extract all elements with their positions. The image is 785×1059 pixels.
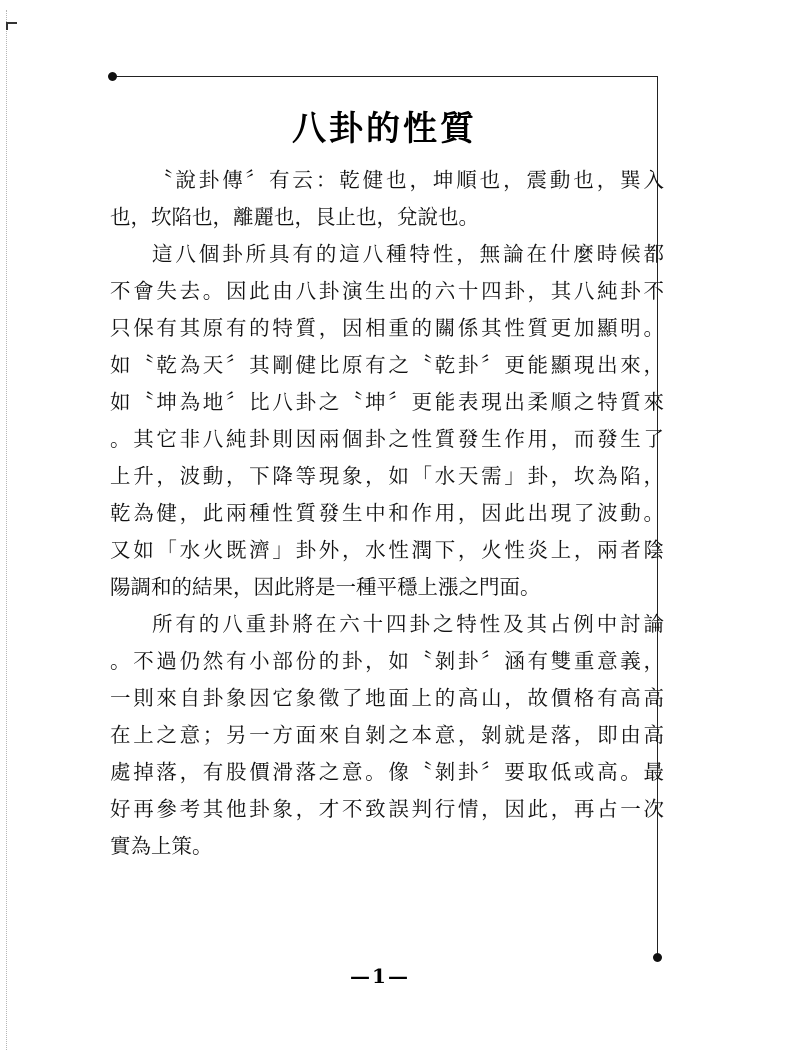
text-line: 處掉落，有股價滑落之意。像〝剝卦〞要取低或高。最	[110, 760, 664, 784]
text-line: 實為上策。	[110, 834, 213, 858]
text-line: 。其它非八純卦則因兩個卦之性質發生作用，而發生了	[110, 427, 664, 451]
body-text	[110, 162, 664, 865]
text-line: 所有的八重卦將在六十四卦之特性及其占例中討論	[152, 612, 664, 636]
text-line: 不會失去。因此由八卦演生出的六十四卦，其八純卦不	[110, 279, 664, 303]
text-line: 也，坎陷也，離麗也，艮止也，兌說也。	[110, 205, 479, 229]
page-number: —1—	[350, 964, 410, 988]
frame-top-rule	[112, 76, 657, 77]
scan-edge	[6, 10, 9, 1050]
text-line: 如〝乾為天〞其剛健比原有之〝乾卦〞更能顯現出來，	[110, 353, 664, 377]
text-line: 只保有其原有的特質，因相重的關係其性質更加顯明。	[110, 316, 664, 340]
frame-corner-dot	[653, 953, 662, 962]
paragraph	[110, 606, 664, 865]
text-line: 好再參考其他卦象，才不致誤判行情，因此，再占一次	[110, 797, 664, 821]
text-line: 。不過仍然有小部份的卦，如〝剝卦〞涵有雙重意義，	[110, 649, 664, 673]
frame-corner-dot	[108, 72, 117, 81]
scan-corner-mark	[6, 22, 17, 30]
text-line: 〝說卦傳〞有云：乾健也，坤順也，震動也，巽入	[152, 168, 664, 192]
text-line: 這八個卦所具有的這八種特性，無論在什麼時候都	[152, 242, 664, 266]
paragraph	[110, 236, 664, 606]
text-line: 乾為健，此兩種性質發生中和作用，因此出現了波動。	[110, 501, 664, 525]
text-line: 在上之意；另一方面來自剝之本意，剝就是落，即由高	[110, 723, 664, 747]
text-line: 上升，波動，下降等現象，如「水天需」卦，坎為陷，	[110, 464, 664, 488]
text-line: 一則來自卦象因它象徵了地面上的高山，故價格有高高	[110, 686, 664, 710]
paragraph	[110, 162, 664, 236]
text-line: 如〝坤為地〞比八卦之〝坤〞更能表現出柔順之特質來	[110, 390, 664, 414]
page-title: 八卦的性質	[292, 109, 477, 149]
text-line: 又如「水火既濟」卦外，水性潤下，火性炎上，兩者陰	[110, 538, 664, 562]
text-line: 陽調和的結果，因此將是一種平穩上漲之門面。	[110, 575, 541, 599]
